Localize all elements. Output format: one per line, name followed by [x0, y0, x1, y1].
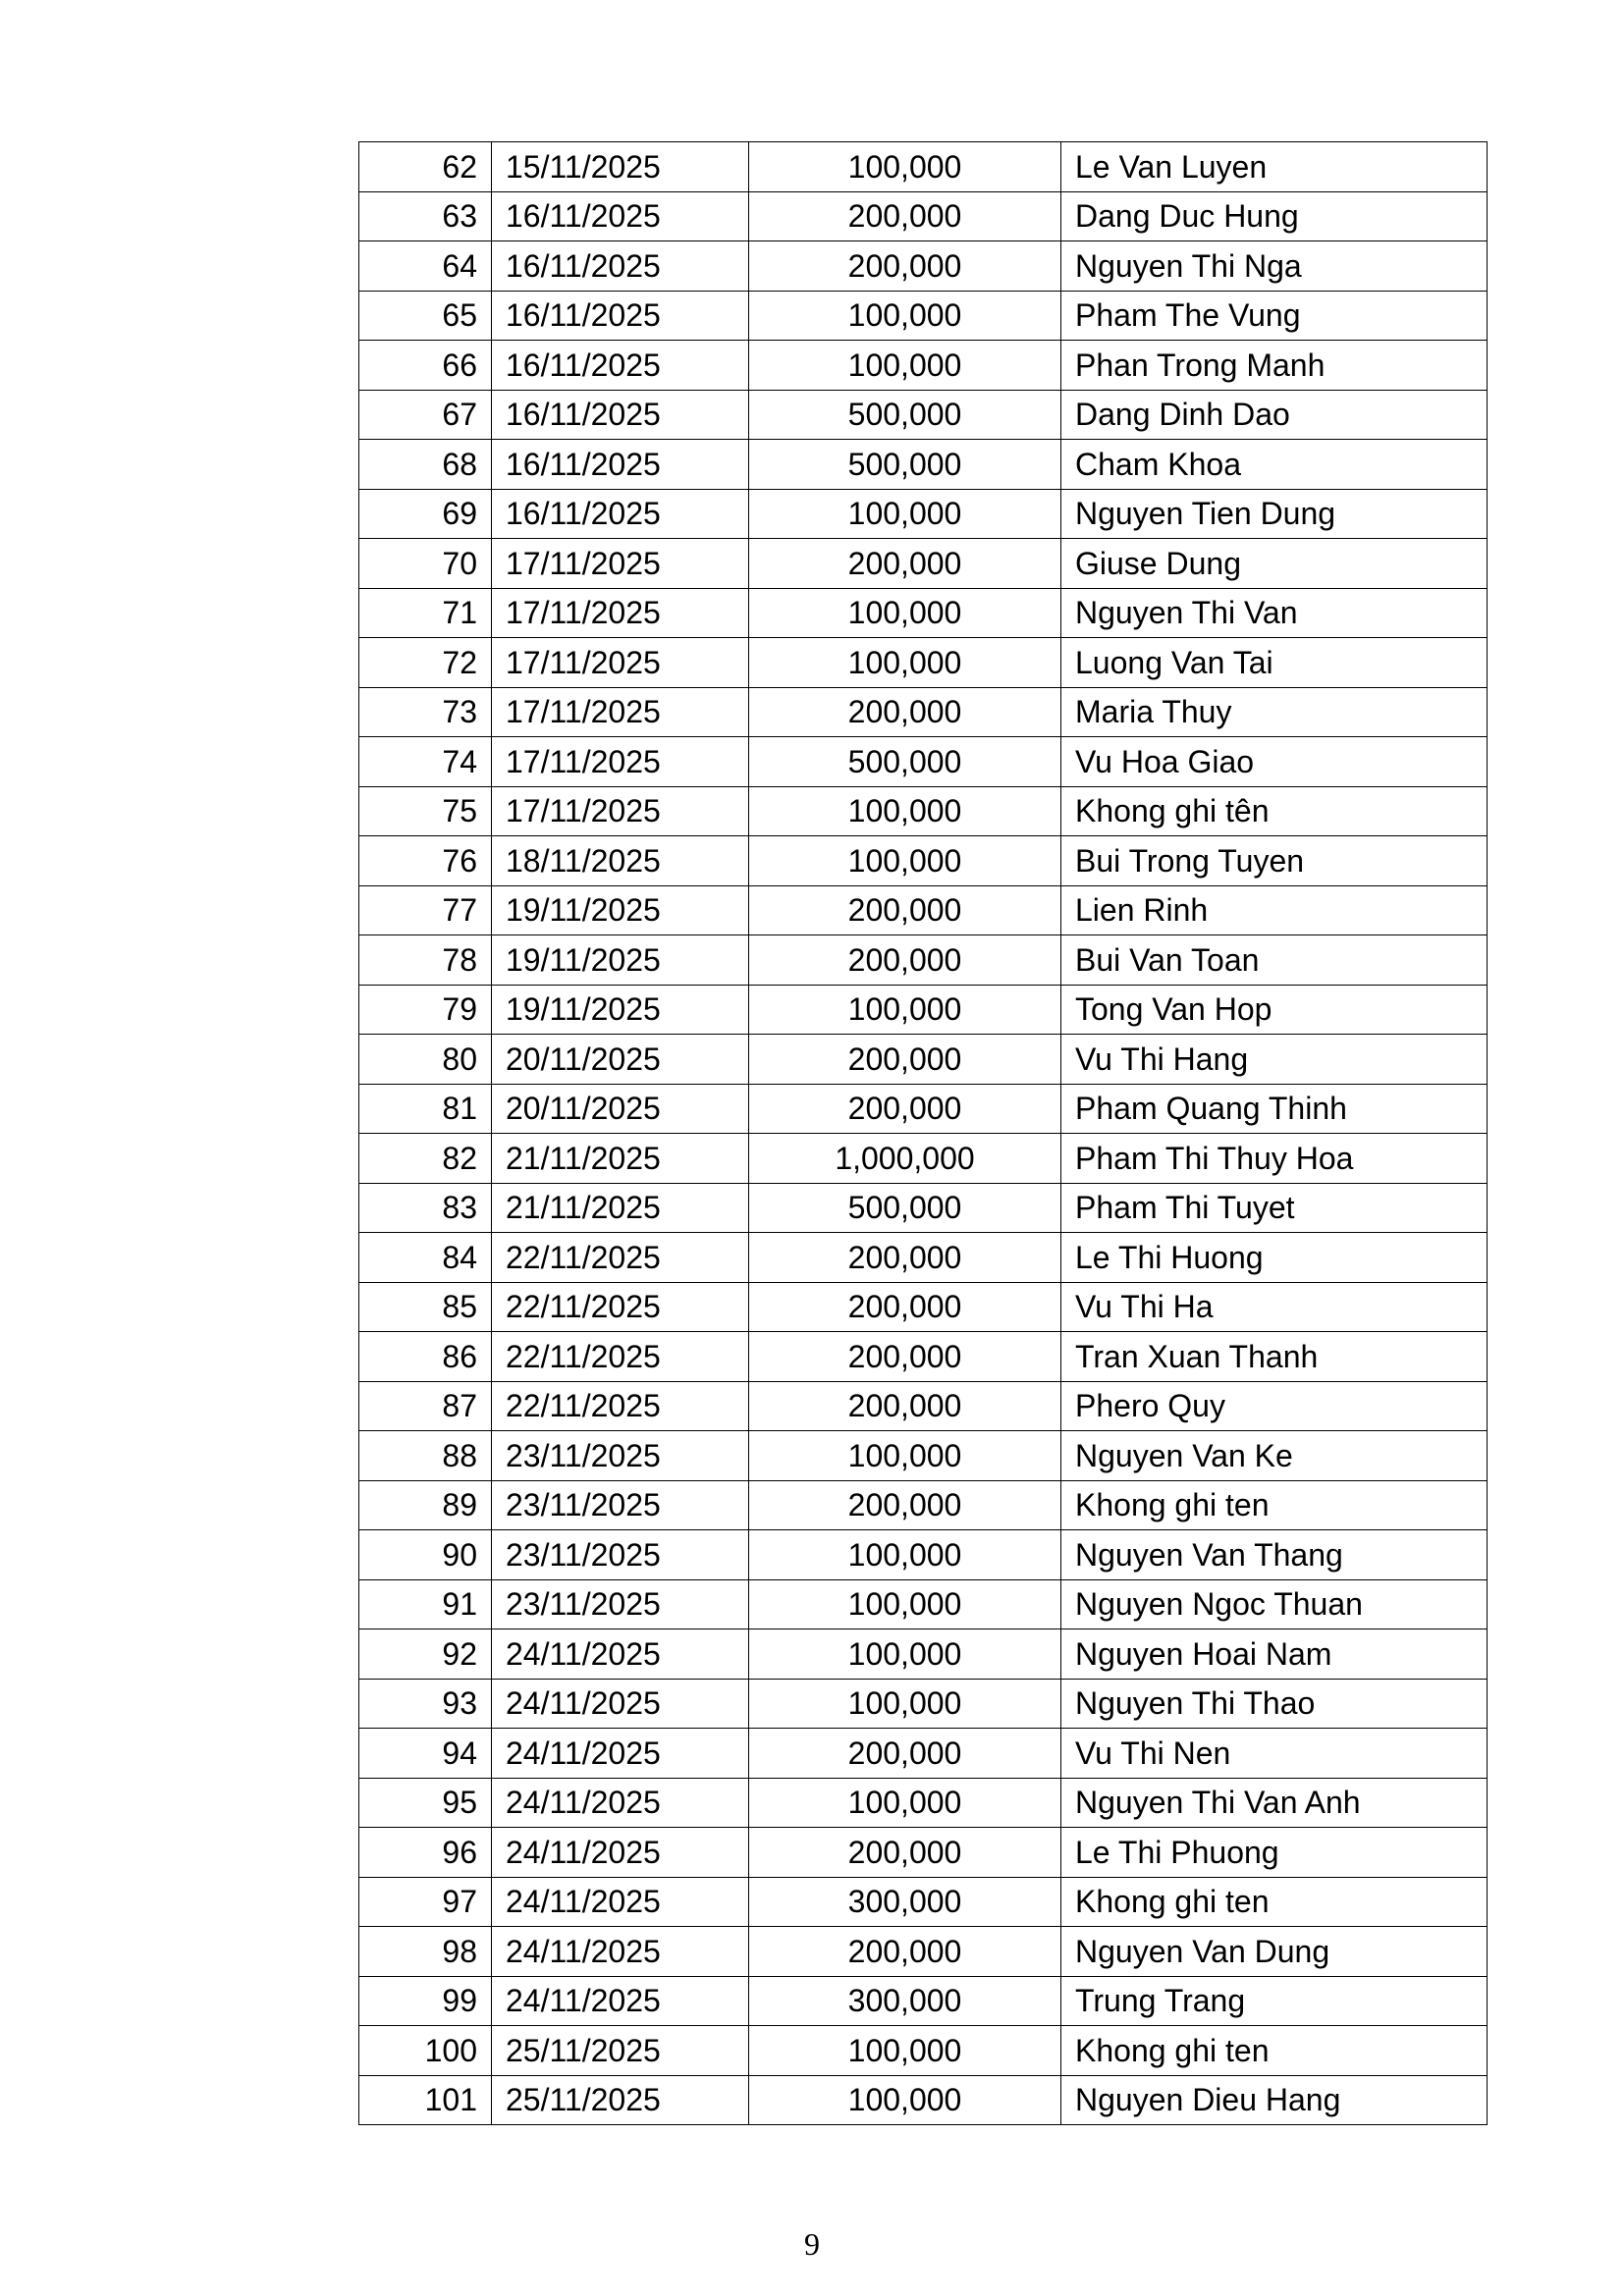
row-number-cell: 95 — [359, 1778, 492, 1828]
donor-name-cell: Bui Van Toan — [1061, 935, 1488, 986]
row-number-cell: 75 — [359, 786, 492, 836]
donor-name-cell: Vu Thi Hang — [1061, 1035, 1488, 1085]
row-number-cell: 80 — [359, 1035, 492, 1085]
amount-cell: 100,000 — [749, 341, 1061, 391]
date-cell: 22/11/2025 — [492, 1381, 749, 1431]
table-row — [359, 985, 1488, 1035]
amount-cell: 100,000 — [749, 489, 1061, 539]
row-number-cell: 63 — [359, 191, 492, 241]
row-number-cell: 71 — [359, 588, 492, 638]
row-number-cell: 89 — [359, 1480, 492, 1530]
row-number-cell: 91 — [359, 1579, 492, 1629]
donor-name-cell: Dang Duc Hung — [1061, 191, 1488, 241]
date-cell: 19/11/2025 — [492, 935, 749, 986]
donor-name-cell: Khong ghi ten — [1061, 1480, 1488, 1530]
row-number-cell: 87 — [359, 1381, 492, 1431]
table-row — [359, 786, 1488, 836]
table-row — [359, 1828, 1488, 1878]
date-cell: 19/11/2025 — [492, 885, 749, 935]
donor-name-cell: Trung Trang — [1061, 1976, 1488, 2026]
table-row — [359, 241, 1488, 292]
row-number-cell: 66 — [359, 341, 492, 391]
table-row — [359, 1332, 1488, 1382]
amount-cell: 100,000 — [749, 786, 1061, 836]
donor-name-cell: Giuse Dung — [1061, 539, 1488, 589]
row-number-cell: 92 — [359, 1629, 492, 1680]
donor-name-cell: Le Thi Huong — [1061, 1233, 1488, 1283]
amount-cell: 500,000 — [749, 390, 1061, 440]
table-row — [359, 341, 1488, 391]
donor-name-cell: Pham The Vung — [1061, 291, 1488, 341]
amount-cell: 200,000 — [749, 1332, 1061, 1382]
table-row — [359, 291, 1488, 341]
row-number-cell: 93 — [359, 1679, 492, 1729]
row-number-cell: 83 — [359, 1183, 492, 1233]
amount-cell: 100,000 — [749, 1778, 1061, 1828]
amount-cell: 200,000 — [749, 1282, 1061, 1332]
date-cell: 22/11/2025 — [492, 1332, 749, 1382]
amount-cell: 200,000 — [749, 1233, 1061, 1283]
row-number-cell: 74 — [359, 737, 492, 787]
date-cell: 24/11/2025 — [492, 1976, 749, 2026]
row-number-cell: 81 — [359, 1084, 492, 1134]
table-row — [359, 1530, 1488, 1580]
date-cell: 17/11/2025 — [492, 687, 749, 737]
amount-cell: 100,000 — [749, 836, 1061, 886]
table-row — [359, 1679, 1488, 1729]
table-row — [359, 1480, 1488, 1530]
donor-name-cell: Phan Trong Manh — [1061, 341, 1488, 391]
donor-name-cell: Tran Xuan Thanh — [1061, 1332, 1488, 1382]
date-cell: 17/11/2025 — [492, 737, 749, 787]
table-row — [359, 1579, 1488, 1629]
donor-name-cell: Lien Rinh — [1061, 885, 1488, 935]
donor-name-cell: Nguyen Thi Nga — [1061, 241, 1488, 292]
table-row — [359, 1282, 1488, 1332]
donor-name-cell: Khong ghi tên — [1061, 786, 1488, 836]
row-number-cell: 99 — [359, 1976, 492, 2026]
date-cell: 22/11/2025 — [492, 1282, 749, 1332]
date-cell: 25/11/2025 — [492, 2075, 749, 2125]
date-cell: 15/11/2025 — [492, 142, 749, 192]
amount-cell: 100,000 — [749, 588, 1061, 638]
donor-name-cell: Phero Quy — [1061, 1381, 1488, 1431]
amount-cell: 100,000 — [749, 638, 1061, 688]
table-row — [359, 1431, 1488, 1481]
donor-name-cell: Nguyen Dieu Hang — [1061, 2075, 1488, 2125]
amount-cell: 100,000 — [749, 1431, 1061, 1481]
table-row — [359, 1927, 1488, 1977]
row-number-cell: 82 — [359, 1134, 492, 1184]
date-cell: 16/11/2025 — [492, 390, 749, 440]
table-row — [359, 539, 1488, 589]
row-number-cell: 72 — [359, 638, 492, 688]
amount-cell: 100,000 — [749, 2075, 1061, 2125]
amount-cell: 500,000 — [749, 737, 1061, 787]
amount-cell: 300,000 — [749, 1976, 1061, 2026]
row-number-cell: 94 — [359, 1729, 492, 1779]
amount-cell: 200,000 — [749, 1480, 1061, 1530]
date-cell: 16/11/2025 — [492, 341, 749, 391]
table-row — [359, 1778, 1488, 1828]
amount-cell: 100,000 — [749, 1629, 1061, 1680]
date-cell: 24/11/2025 — [492, 1629, 749, 1680]
amount-cell: 1,000,000 — [749, 1134, 1061, 1184]
row-number-cell: 69 — [359, 489, 492, 539]
date-cell: 16/11/2025 — [492, 191, 749, 241]
amount-cell: 200,000 — [749, 1084, 1061, 1134]
date-cell: 23/11/2025 — [492, 1431, 749, 1481]
table-row — [359, 737, 1488, 787]
table-row — [359, 1233, 1488, 1283]
table-row — [359, 1381, 1488, 1431]
amount-cell: 100,000 — [749, 291, 1061, 341]
row-number-cell: 76 — [359, 836, 492, 886]
table-row — [359, 1134, 1488, 1184]
date-cell: 18/11/2025 — [492, 836, 749, 886]
amount-cell: 200,000 — [749, 539, 1061, 589]
table-row — [359, 588, 1488, 638]
date-cell: 21/11/2025 — [492, 1183, 749, 1233]
date-cell: 24/11/2025 — [492, 1729, 749, 1779]
donor-name-cell: Pham Thi Tuyet — [1061, 1183, 1488, 1233]
table-row — [359, 1629, 1488, 1680]
donor-name-cell: Vu Thi Nen — [1061, 1729, 1488, 1779]
table-row — [359, 1877, 1488, 1927]
amount-cell: 200,000 — [749, 1381, 1061, 1431]
date-cell: 24/11/2025 — [492, 1927, 749, 1977]
row-number-cell: 101 — [359, 2075, 492, 2125]
date-cell: 21/11/2025 — [492, 1134, 749, 1184]
date-cell: 20/11/2025 — [492, 1035, 749, 1085]
table-row — [359, 638, 1488, 688]
row-number-cell: 84 — [359, 1233, 492, 1283]
donor-name-cell: Nguyen Thi Thao — [1061, 1679, 1488, 1729]
table-row — [359, 390, 1488, 440]
table-row — [359, 1976, 1488, 2026]
donor-name-cell: Nguyen Ngoc Thuan — [1061, 1579, 1488, 1629]
table-row — [359, 687, 1488, 737]
donor-name-cell: Cham Khoa — [1061, 440, 1488, 490]
donation-table-body — [359, 142, 1488, 2125]
donor-name-cell: Vu Hoa Giao — [1061, 737, 1488, 787]
date-cell: 16/11/2025 — [492, 440, 749, 490]
table-row — [359, 2026, 1488, 2076]
date-cell: 16/11/2025 — [492, 291, 749, 341]
table-row — [359, 191, 1488, 241]
table-row — [359, 1035, 1488, 1085]
row-number-cell: 97 — [359, 1877, 492, 1927]
amount-cell: 200,000 — [749, 1828, 1061, 1878]
amount-cell: 200,000 — [749, 1729, 1061, 1779]
row-number-cell: 85 — [359, 1282, 492, 1332]
table-row — [359, 935, 1488, 986]
table-row — [359, 489, 1488, 539]
amount-cell: 100,000 — [749, 2026, 1061, 2076]
row-number-cell: 96 — [359, 1828, 492, 1878]
table-row — [359, 885, 1488, 935]
donor-name-cell: Le Thi Phuong — [1061, 1828, 1488, 1878]
date-cell: 17/11/2025 — [492, 588, 749, 638]
amount-cell: 200,000 — [749, 191, 1061, 241]
amount-cell: 100,000 — [749, 142, 1061, 192]
donation-table — [358, 141, 1488, 2125]
donor-name-cell: Vu Thi Ha — [1061, 1282, 1488, 1332]
date-cell: 22/11/2025 — [492, 1233, 749, 1283]
amount-cell: 100,000 — [749, 1530, 1061, 1580]
amount-cell: 200,000 — [749, 687, 1061, 737]
amount-cell: 100,000 — [749, 1579, 1061, 1629]
donor-name-cell: Maria Thuy — [1061, 687, 1488, 737]
amount-cell: 100,000 — [749, 985, 1061, 1035]
date-cell: 16/11/2025 — [492, 489, 749, 539]
date-cell: 17/11/2025 — [492, 638, 749, 688]
row-number-cell: 68 — [359, 440, 492, 490]
donor-name-cell: Tong Van Hop — [1061, 985, 1488, 1035]
donor-name-cell: Le Van Luyen — [1061, 142, 1488, 192]
row-number-cell: 79 — [359, 985, 492, 1035]
amount-cell: 500,000 — [749, 1183, 1061, 1233]
donor-name-cell: Luong Van Tai — [1061, 638, 1488, 688]
table-row — [359, 1183, 1488, 1233]
date-cell: 20/11/2025 — [492, 1084, 749, 1134]
row-number-cell: 62 — [359, 142, 492, 192]
table-row — [359, 142, 1488, 192]
donor-name-cell: Nguyen Van Thang — [1061, 1530, 1488, 1580]
row-number-cell: 98 — [359, 1927, 492, 1977]
donor-name-cell: Khong ghi ten — [1061, 2026, 1488, 2076]
row-number-cell: 100 — [359, 2026, 492, 2076]
date-cell: 17/11/2025 — [492, 786, 749, 836]
table-row — [359, 836, 1488, 886]
date-cell: 23/11/2025 — [492, 1579, 749, 1629]
donor-name-cell: Nguyen Hoai Nam — [1061, 1629, 1488, 1680]
date-cell: 16/11/2025 — [492, 241, 749, 292]
amount-cell: 200,000 — [749, 241, 1061, 292]
date-cell: 25/11/2025 — [492, 2026, 749, 2076]
amount-cell: 200,000 — [749, 1035, 1061, 1085]
amount-cell: 500,000 — [749, 440, 1061, 490]
donor-name-cell: Nguyen Thi Van Anh — [1061, 1778, 1488, 1828]
table-row — [359, 440, 1488, 490]
date-cell: 19/11/2025 — [492, 985, 749, 1035]
date-cell: 23/11/2025 — [492, 1530, 749, 1580]
date-cell: 23/11/2025 — [492, 1480, 749, 1530]
donor-name-cell: Pham Thi Thuy Hoa — [1061, 1134, 1488, 1184]
row-number-cell: 78 — [359, 935, 492, 986]
row-number-cell: 70 — [359, 539, 492, 589]
donor-name-cell: Nguyen Tien Dung — [1061, 489, 1488, 539]
table-row — [359, 2075, 1488, 2125]
amount-cell: 100,000 — [749, 1679, 1061, 1729]
donor-name-cell: Dang Dinh Dao — [1061, 390, 1488, 440]
amount-cell: 200,000 — [749, 1927, 1061, 1977]
row-number-cell: 64 — [359, 241, 492, 292]
table-row — [359, 1729, 1488, 1779]
row-number-cell: 73 — [359, 687, 492, 737]
amount-cell: 200,000 — [749, 885, 1061, 935]
amount-cell: 200,000 — [749, 935, 1061, 986]
row-number-cell: 77 — [359, 885, 492, 935]
donor-name-cell: Nguyen Van Ke — [1061, 1431, 1488, 1481]
donor-name-cell: Pham Quang Thinh — [1061, 1084, 1488, 1134]
row-number-cell: 90 — [359, 1530, 492, 1580]
date-cell: 24/11/2025 — [492, 1828, 749, 1878]
donor-name-cell: Nguyen Thi Van — [1061, 588, 1488, 638]
row-number-cell: 67 — [359, 390, 492, 440]
date-cell: 17/11/2025 — [492, 539, 749, 589]
row-number-cell: 65 — [359, 291, 492, 341]
donor-name-cell: Khong ghi ten — [1061, 1877, 1488, 1927]
table-row — [359, 1084, 1488, 1134]
page-number: 9 — [804, 2226, 820, 2262]
date-cell: 24/11/2025 — [492, 1778, 749, 1828]
amount-cell: 300,000 — [749, 1877, 1061, 1927]
row-number-cell: 88 — [359, 1431, 492, 1481]
donor-name-cell: Nguyen Van Dung — [1061, 1927, 1488, 1977]
donor-name-cell: Bui Trong Tuyen — [1061, 836, 1488, 886]
date-cell: 24/11/2025 — [492, 1679, 749, 1729]
date-cell: 24/11/2025 — [492, 1877, 749, 1927]
row-number-cell: 86 — [359, 1332, 492, 1382]
